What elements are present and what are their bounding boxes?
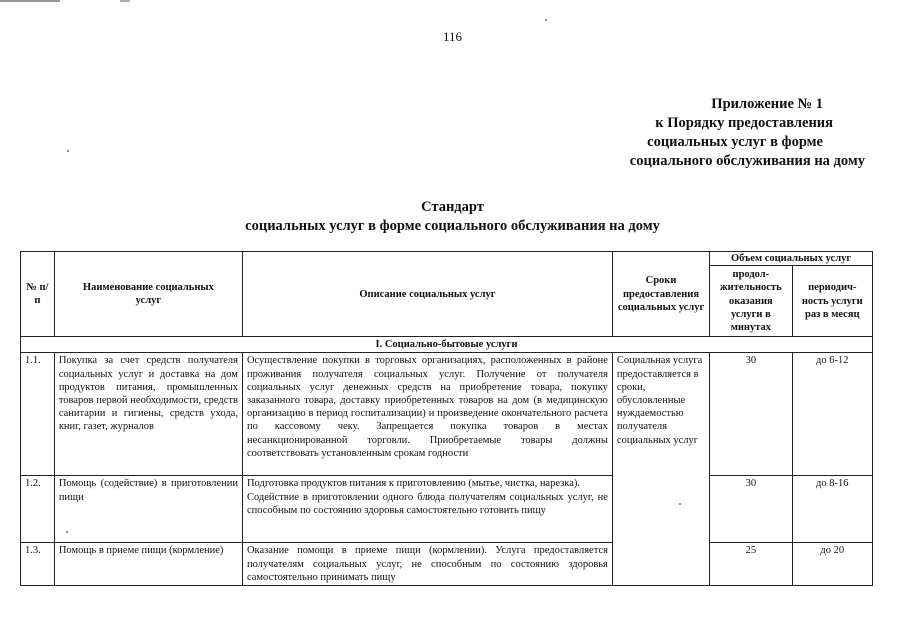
service-duration: 25	[710, 543, 792, 586]
description-part-2: Содействие в приготовлении одного блюда получателям социальных услуг, не способным по состоянию здоровья самостоятельно готовить пищу	[246, 491, 608, 516]
service-terms: Социальная услуга предоставляется в сроки, обусловленные нуждаемостью получателя социальных услуг	[612, 353, 709, 586]
appendix-line-4: социального обслуживания на дому	[629, 153, 865, 169]
appendix-block	[565, 95, 865, 171]
service-duration: 30	[710, 476, 792, 543]
service-periodicity: до 6-12	[792, 353, 872, 476]
row-number: 1.1.	[21, 353, 55, 476]
title-line-2: социальных услуг в форме социального обслуживания на дому	[245, 218, 660, 234]
appendix-line-1: Приложение № 1	[711, 96, 823, 112]
header-terms: Сроки предоставления социальных услуг	[612, 252, 709, 337]
header-name: Наименование социальных услуг	[54, 252, 242, 337]
header-duration: продол-жительность оказания услуги в минутах	[710, 266, 792, 337]
header-periodicity: периодич-ность услуги раз в месяц	[792, 266, 872, 337]
services-standard-table	[20, 251, 873, 586]
table-row	[21, 353, 873, 476]
service-duration: 30	[710, 353, 792, 476]
title-line-1: Стандарт	[421, 199, 484, 215]
service-name: Помощь (содействие) в приготовлении пищи	[54, 476, 242, 543]
service-description: Оказание помощи в приеме пищи (кормлении). Услуга предоставляется получателям социальных услуг, не способным по состоянию здоровья самостоятельно принимать пищу	[242, 543, 612, 586]
service-description	[242, 476, 612, 543]
service-name: Помощь в приеме пищи (кормление)	[54, 543, 242, 586]
row-number: 1.3.	[21, 543, 55, 586]
row-number: 1.2.	[21, 476, 55, 543]
section-title: I. Социально-бытовые услуги	[21, 337, 873, 353]
header-row-1	[21, 252, 873, 266]
section-row	[21, 337, 873, 353]
header-volume: Объем социальных услуг	[710, 252, 873, 266]
appendix-line-2: к Порядку предоставления	[655, 115, 833, 131]
scan-speck	[679, 503, 681, 505]
scan-speck	[67, 150, 69, 152]
table-row	[21, 543, 873, 586]
page-number: 116	[442, 29, 463, 44]
service-description: Осуществление покупки в торговых организациях, расположенных в районе проживания получателя социальных услуг. Получение от получателя социальных услуг денежных средств на приобретение товара, покупку заказанного товара, доставку приобретенных товаров на дом (в медицинскую организацию в период госпитализации) и произведение окончательного расчета по кассовому чеку. Запрещается покупка товаров в местах несанкционированной торговли. Приобретаемые товары должны соответствовать установленным срокам годности	[242, 353, 612, 476]
header-description: Описание социальных услуг	[242, 252, 612, 337]
service-periodicity: до 8-16	[792, 476, 872, 543]
service-periodicity: до 20	[792, 543, 872, 586]
table-row	[21, 476, 873, 543]
document-title	[0, 198, 905, 236]
scan-speck	[545, 19, 547, 21]
service-name: Покупка за счет средств получателя социальных услуг и доставка на дом продуктов питания, промышленных товаров первой необходимости, средств санитарии и гигиены, средств ухода, книг, газет, журналов	[54, 353, 242, 476]
scan-top-edge	[0, 0, 905, 2]
appendix-line-3: социальных услуг в форме	[647, 134, 823, 150]
description-part-1: Подготовка продуктов питания к приготовлению (мытье, чистка, нарезка).	[246, 478, 581, 490]
scan-speck	[66, 531, 68, 533]
header-num: № п/п	[21, 252, 55, 337]
